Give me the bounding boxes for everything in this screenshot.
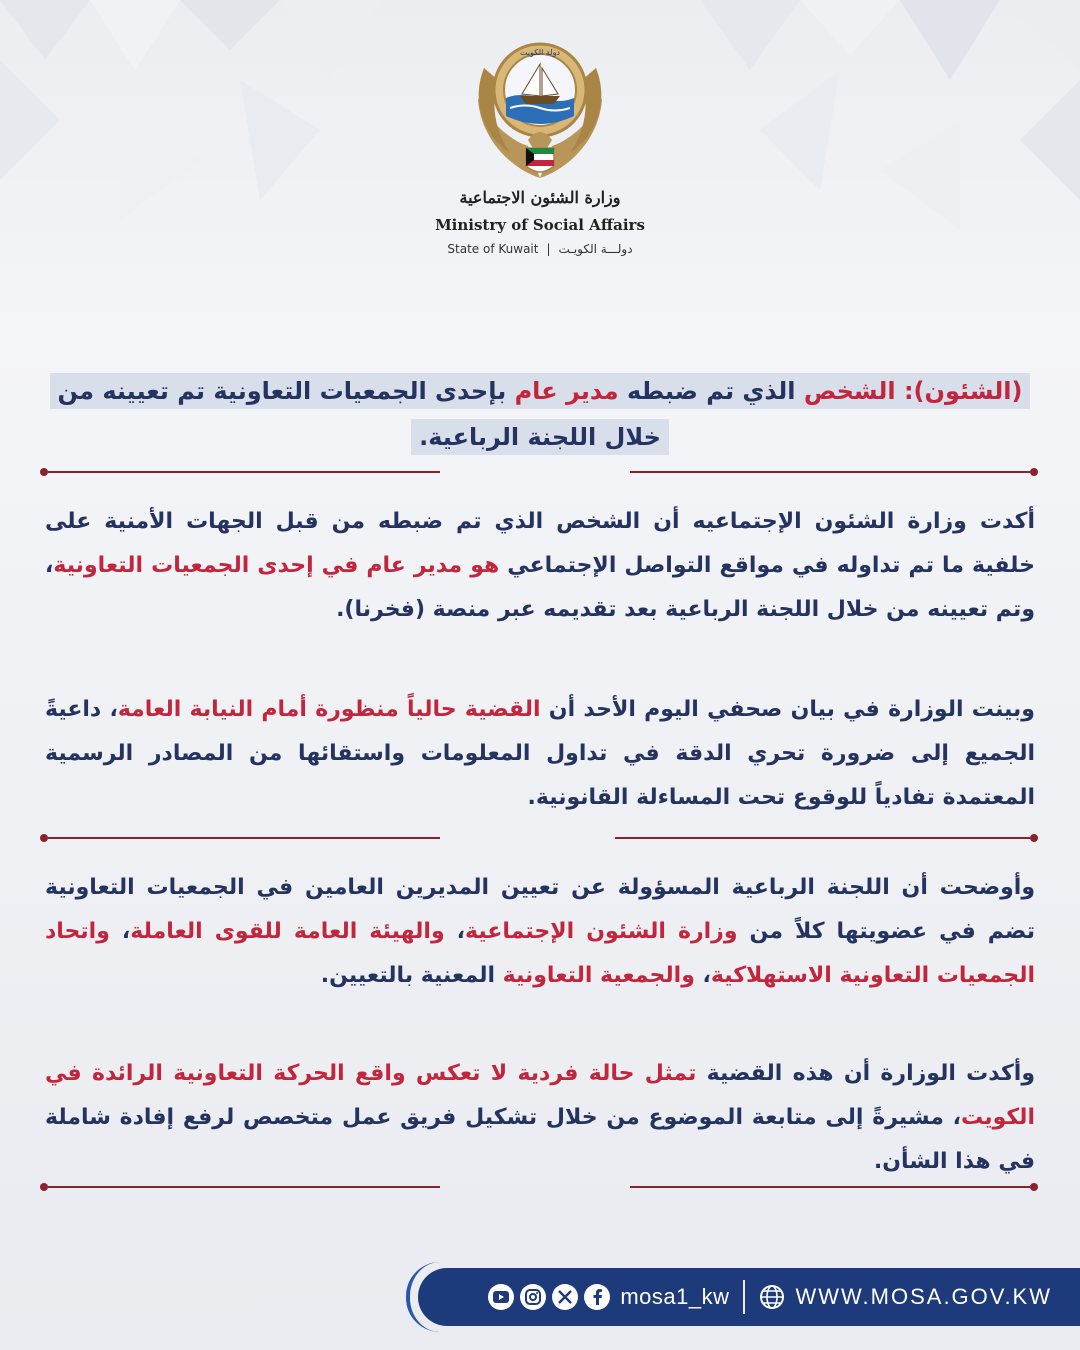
divider-dot bbox=[1030, 834, 1038, 842]
social-icons bbox=[488, 1284, 610, 1310]
divider-dot bbox=[40, 834, 48, 842]
social-handle[interactable]: mosa1_kw bbox=[620, 1284, 730, 1309]
globe-icon bbox=[759, 1284, 785, 1310]
headline-prefix: (الشئون): bbox=[895, 377, 1023, 405]
p3-text-i: المعنية بالتعيين. bbox=[320, 963, 503, 988]
p2-text-a: وبينت الوزارة في بيان صحفي اليوم الأحد أن bbox=[540, 697, 1035, 722]
p3-manpower-authority: والهيئة العامة للقوى العاملة bbox=[130, 919, 445, 944]
p1-text-a: أكدت وزارة الشئون الإجتماعيه أن الشخص الذي تم ضبطه من قبل الجهات الأمنية على خلفية ما تم تداوله في مواقع التواصل الإجتماعي bbox=[45, 509, 1035, 578]
divider-line bbox=[48, 1186, 440, 1188]
headline-highlight bbox=[50, 373, 1031, 455]
p3-cooperative: والجمعية التعاونية bbox=[502, 963, 695, 988]
section-divider bbox=[40, 832, 1040, 844]
footer-separator bbox=[743, 1280, 745, 1314]
paragraph-individual-case bbox=[45, 1052, 1035, 1184]
divider-line bbox=[630, 471, 1030, 473]
paragraph-committee bbox=[45, 866, 1035, 998]
kuwait-emblem bbox=[470, 28, 610, 183]
divider-dot bbox=[40, 468, 48, 476]
x-icon[interactable] bbox=[552, 1284, 578, 1310]
instagram-icon[interactable] bbox=[520, 1284, 546, 1310]
section-divider bbox=[40, 1181, 1040, 1193]
paragraph-statement bbox=[45, 688, 1035, 820]
state-separator: | bbox=[546, 242, 551, 256]
divider-dot bbox=[40, 1183, 48, 1191]
p1-text-c: ، وتم تعيينه من خلال اللجنة الرباعية بعد تقديمه عبر منصة (فخرنا). bbox=[45, 553, 1035, 622]
paragraph-confirmation bbox=[45, 500, 1035, 632]
divider-dot bbox=[1030, 468, 1038, 476]
ministry-name-english: Ministry of Social Affairs bbox=[435, 216, 645, 234]
state-arabic: دولـــة الكويـت bbox=[558, 242, 633, 256]
section-divider bbox=[40, 466, 1040, 478]
ministry-name-arabic: وزارة الشئون الاجتماعية bbox=[459, 188, 621, 207]
divider-dot bbox=[1030, 1183, 1038, 1191]
headline-general-manager: مدير عام bbox=[514, 377, 619, 405]
divider-line bbox=[48, 837, 440, 839]
p2-text-c: ، داعيةً الجميع إلى ضرورة تحري الدقة في تداول المعلومات واستقائها من المصادر الرسمية المعتمدة تفادياً للوقوع تحت المساءلة القانونية. bbox=[45, 697, 1035, 810]
p4-text-c: ، مشيرةً إلى متابعة الموضوع من خلال تشكيل فريق عمل متخصص لرفع إفادة شاملة في هذا الشأن. bbox=[45, 1105, 1035, 1174]
p3-comma-3: ، bbox=[694, 963, 711, 988]
p3-ministry: وزارة الشئون الإجتماعية bbox=[465, 919, 738, 944]
website-link[interactable]: WWW.MOSA.GOV.KW bbox=[795, 1284, 1052, 1309]
headline-text-1: الذي تم ضبطه bbox=[618, 377, 804, 405]
headline-person: الشخص bbox=[803, 377, 896, 405]
p3-comma-1: ، bbox=[444, 919, 466, 944]
state-line bbox=[390, 242, 690, 256]
headline-text-2: بإحدى الجمعيات التعاونية تم تعيينه من خلال اللجنة الرباعية. bbox=[57, 377, 661, 451]
emblem-text: دولة الكويت bbox=[520, 48, 560, 57]
p1-highlight: هو مدير عام في إحدى الجمعيات التعاونية bbox=[53, 553, 500, 578]
p3-comma-2: ، bbox=[109, 919, 131, 944]
divider-line bbox=[48, 471, 440, 473]
divider-line bbox=[615, 837, 1030, 839]
headline bbox=[30, 368, 1050, 460]
p2-highlight: القضية حالياً منظورة أمام النيابة العامة bbox=[117, 697, 541, 722]
state-english: State of Kuwait bbox=[447, 242, 539, 256]
youtube-icon[interactable] bbox=[488, 1284, 514, 1310]
p4-highlight: تمثل حالة فردية لا تعكس واقع الحركة التعاونية الرائدة في الكويت bbox=[45, 1061, 1035, 1130]
p4-text-a: وأكدت الوزارة أن هذه القضية bbox=[696, 1061, 1035, 1086]
p3-union: واتحاد الجمعيات التعاونية الاستهلاكية bbox=[45, 919, 1035, 988]
footer-bar bbox=[418, 1268, 1080, 1326]
divider-line bbox=[630, 1186, 1030, 1188]
facebook-icon[interactable] bbox=[584, 1284, 610, 1310]
p3-text-a: وأوضحت أن اللجنة الرباعية المسؤولة عن تعيين المديرين العامين في الجمعيات التعاونية تضم في عضويتها كلاً من bbox=[45, 875, 1035, 944]
